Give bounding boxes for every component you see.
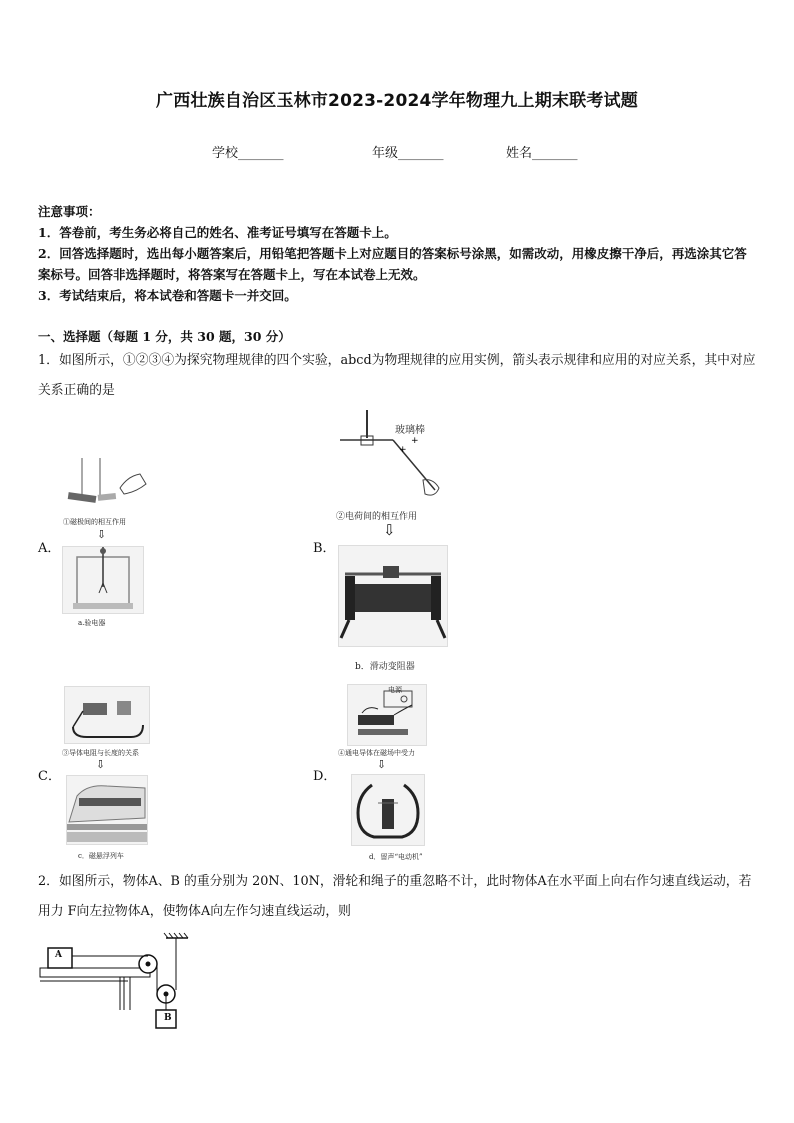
option-a-top-caption: ①磁极间的相互作用 [63,518,126,526]
notice-item: 3．考试结束后，将本试卷和答题卡一并交回。 [38,288,297,303]
block-b-label: B [164,1013,172,1023]
option-b-label: B． [313,541,336,556]
option-d-bottom-caption: d．留声“电动机” [369,853,423,861]
electroscope-image [62,546,144,614]
page-title: 广西壮族自治区玉林市2023-2024学年物理九上期末联考试题 [156,91,638,111]
svg-text:+: + [411,436,419,446]
power-supply-tag: 电源 [388,686,402,694]
resistance-experiment-image [64,686,150,744]
arrow-down-icon: ⇩ [96,758,106,771]
block-a-label: A [55,950,62,960]
speaker-image [351,774,425,846]
notice-block [38,201,758,306]
arrow-down-icon: ⇩ [383,521,396,539]
option-b-bottom-caption: b．滑动变阻器 [355,662,415,672]
notice-heading: 注意事项： [38,204,101,219]
name-field: 姓名_______ [506,146,578,161]
option-b-top-caption: ②电荷间的相互作用 [336,512,418,522]
glass-rod-experiment-figure [335,410,450,505]
school-field: 学校_______ [212,146,284,161]
grade-field: 年级_______ [372,146,444,161]
notice-item: 1．答卷前，考生务必将自己的姓名、准考证号填写在答题卡上。 [38,225,397,240]
section-heading: 一、选择题（每题 1 分，共 30 题，30 分） [38,329,291,344]
question-2-text: 2．如图所示，物体A、B 的重分别为 20N、10N，滑轮和绳子的重忽略不计，此时物体A在水平面上向右作匀速直线运动，若用力 F向左拉物体A，使物体A向左作匀速直线运动，则 [38,874,752,919]
glass-rod-tag: 玻璃棒 [395,425,425,436]
option-a-label: A． [38,541,61,556]
motor-experiment-image [347,684,427,746]
svg-text:+: + [399,445,407,455]
arrow-down-icon: ⇩ [97,528,107,541]
question-1-text: 1．如图所示，①②③④为探究物理规律的四个实验，abcd为物理规律的应用实例，箭头表示规律和应用的对应关系，其中对应关系正确的是 [38,353,756,398]
option-c-bottom-caption: c．磁悬浮列车 [78,852,124,860]
option-c-top-caption: ③导体电阻与长度的关系 [62,749,139,757]
notice-item: 2．回答选择题时，选出每小题答案后，用铅笔把答题卡上对应题目的答案标号涂黑，如需改动，用橡皮擦干净后，再选涂其它答案标号。回答非选择题时，将答案写在答题卡上，写在本试卷上无效。 [38,246,747,282]
pulley-diagram [38,932,198,1032]
arrow-down-icon: ⇩ [377,758,387,771]
option-d-label: D． [313,769,337,784]
slide-rheostat-image [338,545,448,647]
maglev-train-image [66,775,148,845]
option-a-bottom-caption: a.验电器 [78,619,106,627]
option-d-top-caption: ④通电导体在磁场中受力 [338,749,415,757]
magnet-experiment-figure [60,458,150,518]
option-c-label: C． [38,769,61,784]
